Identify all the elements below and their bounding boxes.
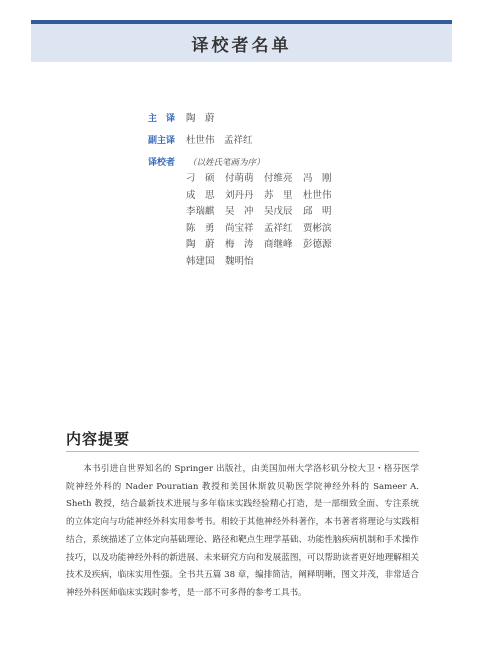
translator-name: 魏明怡 (225, 255, 254, 267)
translators-order-note: （以姓氏笔画为序） (188, 158, 265, 168)
translators-role: 译校者 (148, 158, 176, 168)
translator-name: 邱 明 (303, 206, 332, 217)
translator-name: 成 思 (186, 189, 215, 201)
translator-name: 苏 里 (264, 189, 293, 201)
summary-divider (66, 451, 419, 452)
credits-section (148, 111, 342, 270)
chief-translator-row (148, 111, 342, 127)
translator-name: 冯 刚 (303, 173, 332, 184)
translator-name: 贾彬滨 (303, 222, 332, 234)
translator-name: 李瑞麒 (186, 206, 215, 217)
translator-name: 梅 涛 (225, 239, 254, 250)
translator-name: 陈 勇 (186, 222, 215, 234)
chief-translator-role: 主 译 (148, 114, 176, 124)
deputy-translator-row (148, 133, 342, 149)
translator-name: 孟祥红 (264, 222, 293, 234)
translator-name: 付维亮 (264, 173, 293, 184)
translator-name: 陶 蔚 (186, 239, 215, 250)
translator-name: 吴戊辰 (264, 206, 293, 217)
translator-name: 彭德源 (303, 239, 332, 250)
summary-heading: 内容提要 (66, 430, 131, 448)
page-title: 译校者名单 (191, 35, 292, 56)
translator-name: 商继峰 (264, 239, 293, 250)
translators-row (148, 155, 342, 171)
translator-name: 刁 硕 (186, 173, 215, 184)
deputy-translator-names: 杜世伟 孟祥红 (186, 135, 253, 146)
translator-name: 吴 冲 (225, 206, 254, 217)
translators-list (186, 171, 342, 270)
chief-translator-names: 陶 蔚 (186, 113, 215, 124)
translator-name: 付萌萌 (225, 173, 254, 184)
summary-body (66, 461, 419, 603)
translator-name: 韩建国 (186, 255, 215, 267)
translator-name: 尚宝祥 (225, 222, 254, 234)
translator-name: 杜世伟 (303, 189, 332, 201)
deputy-translator-role: 副主译 (148, 136, 176, 146)
summary-paragraph: 本书引进自世界知名的 Springer 出版社，由美国加州大学洛杉矶分校大卫・格芬医学院神经外科的 Nader Pouratian 教授和美国休斯敦贝勒医学院神经外科的 Sameer A. Sheth 教授，结合最新技术进展与多年临床实践经验精心打造，是一部细致全面、专注系统的立体定向与功能神经外科实用参考书。相较于其他神经外科著作，本书著者将理论与实践相结合，系统描述了立体定向基础理论、路径和靶点生理学基础、功能性脑疾病机制和手术操作技巧，以及功能神经外科的新进展、未来研究方向和发展蓝图，可以帮助读者更好地理解相关技术及疾病，临床实用性强。全书共五篇 38 章，编排简洁，阐释明晰，图文并茂，非常适合神经外科医师临床实践时参考，是一部不可多得的参考工具书。 (66, 464, 419, 598)
header-band (31, 24, 452, 62)
translator-name: 刘丹丹 (225, 189, 254, 201)
